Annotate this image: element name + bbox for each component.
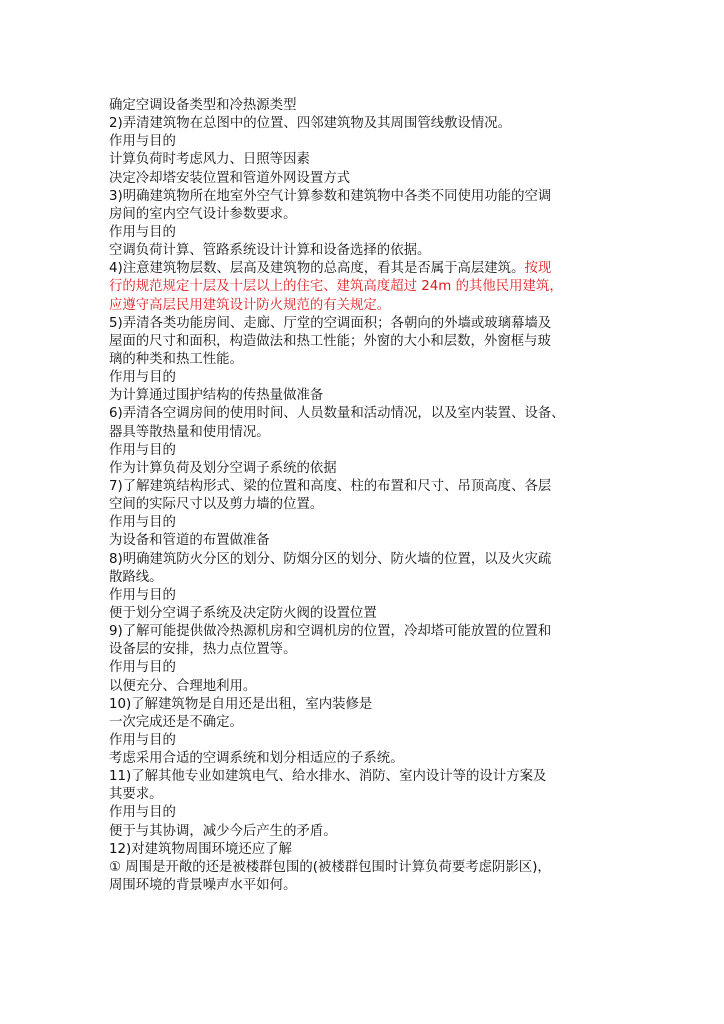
- text-line: 便于划分空调子系统及决定防火阀的设置位置: [109, 605, 377, 621]
- highlighted-text: 应遵守高层民用建筑设计防火规范的有关规定。: [109, 297, 391, 313]
- text-line: 作用与目的: [109, 224, 176, 240]
- text-line: 空间的实际尺寸以及剪力墙的位置。: [109, 497, 324, 513]
- text-line: 璃的种类和热工性能。: [109, 351, 243, 367]
- text-line: 3)明确建筑物所在地室外空气计算参数和建筑物中各类不同使用功能的空调: [109, 188, 552, 204]
- text-line: 6)弄清各空调房间的使用时间、人员数量和活动情况，以及室内装置、设备、: [109, 406, 565, 422]
- text-line: 周围环境的背景噪声水平如何。: [109, 878, 297, 894]
- text-line: 作为计算负荷及划分空调子系统的依据: [109, 460, 337, 476]
- text-line: 为计算通过围护结构的传热量做准备: [109, 388, 324, 404]
- text-line: 房间的室内空气设计参数要求。: [109, 206, 297, 222]
- text-line: 散路线。: [109, 569, 163, 585]
- text-line: 12)对建筑物周围环境还应了解: [109, 841, 292, 857]
- text-line: 8)明确建筑防火分区的划分、防烟分区的划分、防火墙的位置，以及火灾疏: [109, 551, 552, 567]
- text-line: 一次完成还是不确定。: [109, 714, 243, 730]
- text-line: 设备层的安排，热力点位置等。: [109, 642, 297, 658]
- text-line: 以便充分、合理地利用。: [109, 678, 257, 694]
- text-line: 作用与目的: [109, 587, 176, 603]
- text-line: 决定冷却塔安装位置和管道外网设置方式: [109, 170, 351, 186]
- text-line: 7)了解建筑结构形式、梁的位置和高度、柱的布置和尺寸、吊顶高度、各层: [109, 478, 552, 494]
- text-line: 为设备和管道的布置做准备: [109, 533, 270, 549]
- text-line: 11)了解其他专业如建筑电气、给水排水、消防、室内设计等的设计方案及: [109, 769, 547, 785]
- highlighted-text: 按现: [524, 261, 552, 277]
- highlighted-text: 行的规范规定十层及十层以上的住宅、建筑高度超过 24m 的其他民用建筑，: [109, 279, 563, 295]
- text-line: 作用与目的: [109, 660, 176, 676]
- text-line: [109, 297, 629, 315]
- text-line: 空调负荷计算、管路系统设计计算和设备选择的依据。: [109, 243, 431, 259]
- text-line: [109, 278, 629, 296]
- text-line: 作用与目的: [109, 442, 176, 458]
- text-line: 屋面的尺寸和面积，构造做法和热工性能；外窗的大小和层数，外窗框与玻: [109, 333, 551, 349]
- text-line: 5)弄清各类功能房间、走廊、厅堂的空调面积；各朝向的外墙或玻璃幕墙及: [109, 315, 552, 331]
- text-line: 器具等散热量和使用情况。: [109, 424, 270, 440]
- text-line: 9)了解可能提供做冷热源机房和空调机房的位置，冷却塔可能放置的位置和: [109, 624, 552, 640]
- text-line: 作用与目的: [109, 732, 176, 748]
- text-line: 考虑采用合适的空调系统和划分相适应的子系统。: [109, 751, 404, 767]
- document-body: [109, 97, 629, 895]
- text-line: 作用与目的: [109, 370, 176, 386]
- text-line: ① 周围是开敞的还是被楼群包围的(被楼群包围时计算负荷要考虑阴影区)，: [109, 859, 551, 875]
- text-line: 作用与目的: [109, 515, 176, 531]
- text-line: 4)注意建筑物层数、层高及建筑物的总高度，看其是否属于高层建筑。按现: [109, 261, 552, 277]
- text-line: 10)了解建筑物是自用还是出租，室内装修是: [109, 696, 373, 712]
- text-line: 2)弄清建筑物在总图中的位置、四邻建筑物及其周围管线敷设情况。: [109, 116, 512, 132]
- text-line: 计算负荷时考虑风力、日照等因素: [109, 152, 310, 168]
- text-line: 确定空调设备类型和冷热源类型: [109, 98, 297, 113]
- text-line: 便于与其协调，减少今后产生的矛盾。: [109, 823, 337, 839]
- text-line: 作用与目的: [109, 805, 176, 821]
- text-line: 作用与目的: [109, 134, 176, 150]
- text-line: 其要求。: [109, 787, 163, 803]
